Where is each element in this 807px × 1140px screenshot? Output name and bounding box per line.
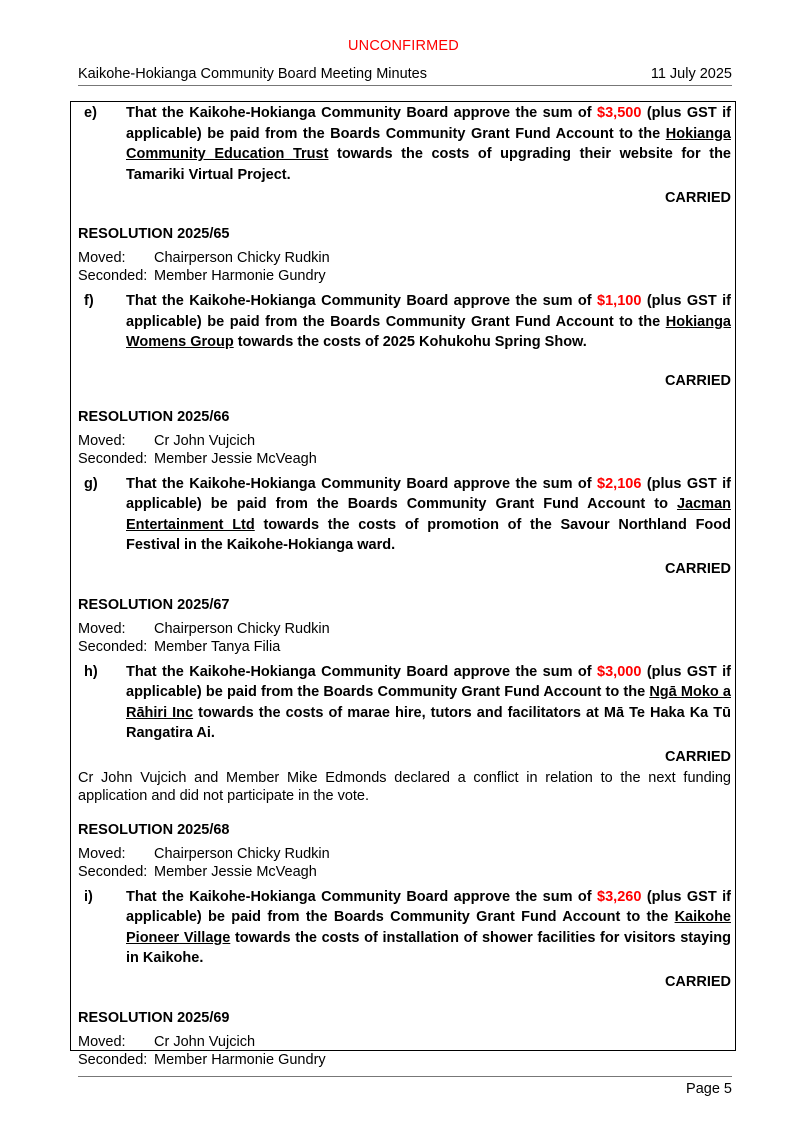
motion-f: [78, 291, 731, 353]
document-title: Kaikohe-Hokianga Community Board Meeting Minutes: [78, 66, 427, 82]
motion-i: [78, 887, 731, 969]
resolution-title: RESOLUTION 2025/65: [78, 226, 230, 242]
moved-line: Moved: Chairperson Chicky Rudkin: [78, 250, 330, 266]
carried-label: CARRIED: [664, 973, 731, 990]
grant-recipient: Ngā Moko a Rāhiri Inc: [126, 684, 731, 721]
grant-recipient: Jacman Entertainment Ltd: [126, 496, 731, 533]
conflict-note: Cr John Vujcich and Member Mike Edmonds declared a conflict in relation to the next funding application and did not participate in the vote.: [78, 769, 731, 804]
carried-label: CARRIED: [664, 560, 731, 577]
motion-text: That the Kaikohe-Hokianga Community Board approve the sum of $3,000 (plus GST if applicable) be paid from the Boards Community Grant Fund Account to the Ngā Moko a Rāhiri Inc towards the costs of marae hire, tutors and facilitators at Mā Te Haka Ka Tū Rangatira Ai.: [126, 663, 731, 741]
motion-e: [78, 103, 731, 185]
seconded-line: Seconded: Member Jessie McVeagh: [78, 863, 317, 880]
carried-label: CARRIED: [664, 748, 731, 765]
page-header: [78, 66, 732, 86]
seconded-line: Seconded: Member Harmonie Gundry: [78, 268, 326, 284]
moved-line: Moved: Chairperson Chicky Rudkin: [78, 620, 330, 637]
seconded-line: Seconded: Member Jessie McVeagh: [78, 450, 317, 467]
motion-letter: g): [84, 475, 98, 492]
page-footer: [78, 1076, 732, 1097]
motion-h: [78, 662, 731, 744]
grant-amount: $3,260: [597, 888, 642, 905]
motion-text: That the Kaikohe-Hokianga Community Board approve the sum of $1,100 (plus GST if applicable) be paid from the Boards Community Grant Fund Account to the Hokianga Womens Group towards the costs of 2025 Kohukohu Spring Show.: [126, 293, 731, 350]
resolution-title: RESOLUTION 2025/68: [78, 821, 230, 838]
grant-amount: $2,106: [597, 475, 642, 492]
motion-text: That the Kaikohe-Hokianga Community Board approve the sum of $3,260 (plus GST if applicable) be paid from the Boards Community Grant Fund Account to the Kaikohe Pioneer Village towards the costs of installation of shower facilities for visitors staying in Kaikohe.: [126, 888, 731, 966]
grant-amount: $3,500: [597, 105, 642, 121]
resolution-title: RESOLUTION 2025/66: [78, 408, 230, 425]
seconded-line: Seconded: Member Harmonie Gundry: [78, 1051, 326, 1068]
motion-text: That the Kaikohe-Hokianga Community Board approve the sum of $2,106 (plus GST if applicable) be paid from the Boards Community Grant Fund Account to Jacman Entertainment Ltd towards the costs of promotion of the Savour Northland Food Festival in the Kaikohe-Hokianga ward.: [126, 475, 731, 553]
grant-recipient: Hokianga Community Education Trust: [126, 125, 731, 162]
carried-label: CARRIED: [664, 190, 731, 206]
carried-label: CARRIED: [664, 372, 731, 389]
motion-letter: f): [84, 293, 94, 309]
resolution-title: RESOLUTION 2025/69: [78, 1009, 230, 1026]
motion-letter: e): [84, 105, 97, 121]
meeting-date: 11 July 2025: [650, 66, 732, 82]
motion-letter: h): [84, 663, 98, 680]
minutes-content: [78, 103, 731, 1069]
unconfirmed-label: UNCONFIRMED: [348, 38, 459, 54]
moved-line: Moved: Chairperson Chicky Rudkin: [78, 845, 330, 862]
motion-text: That the Kaikohe-Hokianga Community Board approve the sum of $3,500 (plus GST if applicable) be paid from the Boards Community Grant Fund Account to the Hokianga Community Education Trust towards the costs of upgrading their website for the Tamariki Virtual Project.: [126, 105, 731, 183]
motion-g: [78, 474, 731, 556]
moved-line: Moved: Cr John Vujcich: [78, 432, 256, 449]
motion-letter: i): [84, 888, 93, 905]
page-number: Page 5: [686, 1081, 732, 1097]
seconded-line: Seconded: Member Tanya Filia: [78, 638, 281, 655]
grant-recipient: Kaikohe Pioneer Village: [126, 909, 731, 946]
grant-recipient: Hokianga Womens Group: [126, 313, 731, 350]
resolution-title: RESOLUTION 2025/67: [78, 596, 230, 613]
moved-line: Moved: Cr John Vujcich: [78, 1033, 256, 1050]
grant-amount: $3,000: [597, 663, 642, 680]
grant-amount: $1,100: [597, 293, 642, 309]
